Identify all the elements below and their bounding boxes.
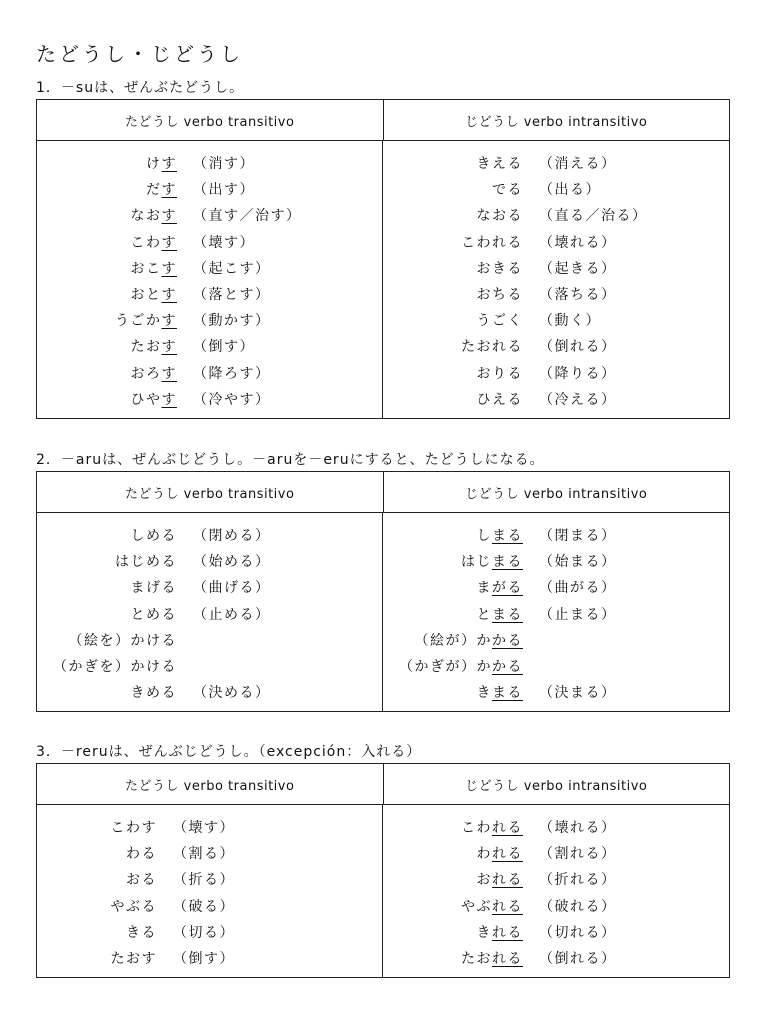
verb-row: [37, 814, 382, 840]
verb-row: [37, 945, 382, 971]
intransitive-column: [383, 513, 729, 711]
verb-ending-underlined: す: [161, 365, 177, 382]
intransitive-column: [383, 141, 729, 418]
verb-reading: [37, 389, 177, 409]
verb-stem: こわ: [130, 234, 162, 251]
verb-row: [37, 627, 382, 653]
verb-ending-underlined: す: [161, 234, 177, 251]
verb-kanji: （消える）: [539, 156, 617, 173]
verb-stem: こわ: [461, 820, 492, 837]
verb-ending-underlined: まる: [492, 554, 523, 571]
verb-kanji: （始まる）: [539, 554, 617, 571]
verb-stem: （かぎを）かける: [53, 659, 177, 676]
verb-reading: [383, 682, 523, 702]
verb-reading: [37, 948, 157, 968]
verb-row: [37, 150, 382, 176]
verb-row: [383, 945, 729, 971]
section-1-heading: 1．－suは、ぜんぶたどうし。: [36, 80, 245, 96]
verb-stem: お: [476, 872, 492, 889]
verb-kanji: （切る）: [173, 924, 235, 941]
verb-ending-underlined: す: [161, 391, 177, 408]
verb-row: [37, 866, 382, 892]
verb-stem: うごか: [115, 313, 162, 330]
verb-ending-underlined: かる: [492, 632, 523, 649]
verb-stem: わる: [126, 846, 157, 863]
verb-kanji: （起きる）: [539, 260, 617, 277]
verb-stem: うごく: [476, 313, 523, 330]
verb-ending-underlined: まる: [492, 606, 523, 623]
verb-reading: [383, 179, 523, 199]
verb-row: [37, 522, 382, 548]
table-header: [37, 472, 729, 513]
verb-stem: おこ: [130, 260, 162, 277]
header-intransitive: じどうし verbo intransitivo: [465, 486, 648, 502]
verb-row: [383, 176, 729, 202]
verb-stem: はじ: [461, 554, 492, 571]
verb-row: [37, 281, 382, 307]
verb-kanji: （消す）: [193, 156, 255, 173]
transitive-column: [37, 513, 383, 711]
verb-row: [37, 679, 382, 705]
verb-ending-underlined: す: [161, 313, 177, 330]
verb-stem: なおる: [476, 208, 523, 225]
intransitive-column: [383, 805, 729, 977]
verb-reading: [383, 817, 523, 837]
verb-reading: [383, 948, 523, 968]
verb-stem: （絵を）かける: [68, 632, 177, 649]
verb-row: [383, 522, 729, 548]
verb-reading: [37, 310, 177, 330]
verb-kanji: （出る）: [539, 182, 601, 199]
verb-reading: [37, 896, 157, 916]
verb-kanji: （出す）: [193, 182, 255, 199]
verb-stem: やぶる: [110, 898, 157, 915]
verb-row: [383, 386, 729, 412]
verb-kanji: （動かす）: [193, 313, 271, 330]
verb-reading: [383, 896, 523, 916]
verb-reading: [37, 869, 157, 889]
verb-kanji: （落ちる）: [539, 287, 617, 304]
header-transitive: たどうし verbo transitivo: [37, 100, 384, 140]
transitive-column: [37, 141, 383, 418]
verb-row: [37, 202, 382, 228]
verb-stem: ひや: [130, 391, 162, 408]
verb-ending-underlined: れる: [492, 951, 523, 968]
verb-row: [383, 919, 729, 945]
verb-kanji: （壊れる）: [539, 820, 617, 837]
verb-kanji: （決める）: [193, 685, 271, 702]
verb-reading: [37, 843, 157, 863]
verb-ending-underlined: れる: [492, 924, 523, 941]
verb-stem: おと: [130, 287, 162, 304]
verb-reading: [383, 258, 523, 278]
verb-row: [37, 840, 382, 866]
verb-stem: こわす: [110, 820, 157, 837]
verb-reading: [37, 205, 177, 225]
verb-row: [383, 281, 729, 307]
verb-kanji: （起こす）: [193, 260, 271, 277]
verb-ending-underlined: れる: [492, 898, 523, 915]
verb-reading: [383, 869, 523, 889]
verb-reading: [383, 922, 523, 942]
verb-kanji: （切れる）: [539, 924, 617, 941]
verb-row: [383, 307, 729, 333]
verb-kanji: （倒れる）: [539, 951, 617, 968]
header-transitive: たどうし verbo transitivo: [37, 472, 384, 512]
verb-ending-underlined: まる: [492, 528, 523, 545]
verb-kanji: （割る）: [173, 846, 235, 863]
verb-reading: [37, 682, 177, 702]
verb-reading: [37, 604, 177, 624]
verb-reading: [37, 817, 157, 837]
verb-row: [383, 627, 729, 653]
verb-reading: [383, 525, 523, 545]
verb-kanji: （降りる）: [539, 365, 617, 382]
verb-reading: [37, 179, 177, 199]
verb-ending-underlined: す: [161, 182, 177, 199]
verb-row: [37, 893, 382, 919]
verb-stem: おろ: [130, 365, 162, 382]
verb-reading: [383, 577, 523, 597]
verb-row: [383, 202, 729, 228]
verb-reading: [383, 205, 523, 225]
verb-stem: おる: [126, 872, 157, 889]
verb-row: [383, 840, 729, 866]
verb-row: [37, 255, 382, 281]
verb-kanji: （倒す）: [173, 951, 235, 968]
header-intransitive: じどうし verbo intransitivo: [465, 778, 648, 794]
verb-reading: [37, 656, 177, 676]
verb-table-3: [36, 763, 730, 978]
verb-kanji: （倒す）: [193, 339, 255, 356]
verb-kanji: （破る）: [173, 898, 235, 915]
verb-stem: わ: [476, 846, 492, 863]
verb-table-1: [36, 99, 730, 419]
verb-reading: [37, 232, 177, 252]
verb-stem: ま: [476, 580, 492, 597]
verb-kanji: （破れる）: [539, 898, 617, 915]
verb-reading: [383, 310, 523, 330]
verb-ending-underlined: れる: [492, 846, 523, 863]
verb-stem: きえる: [476, 156, 523, 173]
verb-stem: （絵が）か: [414, 632, 492, 649]
verb-stem: おきる: [476, 260, 523, 277]
verb-table-2: [36, 471, 730, 712]
header-transitive: たどうし verbo transitivo: [37, 764, 384, 804]
verb-reading: [37, 363, 177, 383]
verb-reading: [383, 389, 523, 409]
verb-ending-underlined: かる: [492, 659, 523, 676]
header-intransitive: じどうし verbo intransitivo: [465, 114, 648, 130]
verb-reading: [383, 843, 523, 863]
verb-kanji: （閉まる）: [539, 528, 617, 545]
verb-reading: [37, 630, 177, 650]
verb-kanji: （始める）: [193, 554, 271, 571]
verb-row: [37, 653, 382, 679]
verb-kanji: （曲げる）: [193, 580, 271, 597]
verb-reading: [383, 656, 523, 676]
verb-kanji: （動く）: [539, 313, 601, 330]
verb-row: [37, 333, 382, 359]
verb-row: [37, 229, 382, 255]
verb-reading: [37, 525, 177, 545]
verb-ending-underlined: まる: [492, 685, 523, 702]
verb-reading: [37, 284, 177, 304]
verb-stem: はじめる: [115, 554, 177, 571]
verb-stem: なお: [130, 208, 162, 225]
verb-stem: たおす: [110, 951, 157, 968]
verb-kanji: （止まる）: [539, 606, 617, 623]
verb-stem: きめる: [130, 685, 177, 702]
verb-kanji: （折れる）: [539, 872, 617, 889]
verb-stem: し: [476, 528, 492, 545]
verb-kanji: （冷える）: [539, 391, 617, 408]
verb-row: [37, 307, 382, 333]
verb-row: [383, 679, 729, 705]
section-2-heading: 2．－aruは、ぜんぶじどうし。－aruを－eruにすると、たどうしになる。: [36, 452, 545, 468]
verb-row: [383, 360, 729, 386]
verb-kanji: （倒れる）: [539, 339, 617, 356]
verb-row: [37, 548, 382, 574]
verb-kanji: （決まる）: [539, 685, 617, 702]
verb-row: [383, 814, 729, 840]
verb-stem: やぶ: [461, 898, 492, 915]
verb-stem: たおれる: [461, 339, 523, 356]
table-header: [37, 100, 729, 141]
verb-stem: だ: [146, 182, 162, 199]
transitive-column: [37, 805, 383, 977]
verb-row: [383, 333, 729, 359]
verb-kanji: （壊す）: [193, 234, 255, 251]
verb-stem: とめる: [130, 606, 177, 623]
verb-reading: [37, 922, 157, 942]
verb-ending-underlined: す: [161, 156, 177, 173]
verb-reading: [383, 153, 523, 173]
verb-ending-underlined: す: [161, 287, 177, 304]
verb-stem: け: [146, 156, 162, 173]
verb-ending-underlined: す: [161, 260, 177, 277]
verb-kanji: （壊す）: [173, 820, 235, 837]
verb-row: [37, 601, 382, 627]
verb-row: [383, 866, 729, 892]
verb-stem: たお: [130, 339, 162, 356]
verb-stem: （かぎが）か: [399, 659, 492, 676]
verb-reading: [383, 284, 523, 304]
verb-row: [37, 919, 382, 945]
verb-kanji: （直る／治る）: [539, 208, 648, 225]
verb-kanji: （壊れる）: [539, 234, 617, 251]
verb-row: [383, 601, 729, 627]
verb-reading: [383, 630, 523, 650]
verb-kanji: （閉める）: [193, 528, 271, 545]
verb-kanji: （折る）: [173, 872, 235, 889]
verb-ending-underlined: す: [161, 208, 177, 225]
verb-stem: き: [476, 685, 492, 702]
verb-row: [383, 229, 729, 255]
verb-row: [383, 893, 729, 919]
verb-ending-underlined: れる: [492, 872, 523, 889]
verb-reading: [383, 604, 523, 624]
verb-stem: でる: [492, 182, 523, 199]
verb-stem: き: [476, 924, 492, 941]
verb-ending-underlined: がる: [492, 580, 523, 597]
verb-reading: [383, 232, 523, 252]
verb-reading: [37, 577, 177, 597]
verb-reading: [383, 551, 523, 571]
verb-kanji: （割れる）: [539, 846, 617, 863]
verb-stem: おちる: [476, 287, 523, 304]
verb-stem: まげる: [130, 580, 177, 597]
verb-ending-underlined: す: [161, 339, 177, 356]
verb-reading: [37, 336, 177, 356]
verb-reading: [383, 363, 523, 383]
verb-row: [37, 360, 382, 386]
verb-kanji: （直す／治す）: [193, 208, 302, 225]
verb-row: [383, 574, 729, 600]
verb-stem: たお: [461, 951, 492, 968]
verb-stem: ひえる: [476, 391, 523, 408]
verb-row: [37, 574, 382, 600]
verb-row: [383, 548, 729, 574]
verb-stem: しめる: [130, 528, 177, 545]
verb-row: [37, 176, 382, 202]
verb-stem: きる: [126, 924, 157, 941]
verb-kanji: （落とす）: [193, 287, 271, 304]
page-title: たどうし・じどうし: [36, 42, 243, 66]
section-3-heading: 3．－reruは、ぜんぶじどうし。（excepción：入れる）: [36, 744, 422, 760]
verb-stem: おりる: [476, 365, 523, 382]
verb-kanji: （冷やす）: [193, 391, 271, 408]
verb-reading: [383, 336, 523, 356]
verb-row: [383, 255, 729, 281]
verb-kanji: （降ろす）: [193, 365, 271, 382]
verb-reading: [37, 551, 177, 571]
verb-kanji: （止める）: [193, 606, 271, 623]
verb-stem: こわれる: [461, 234, 523, 251]
verb-kanji: （曲がる）: [539, 580, 617, 597]
verb-reading: [37, 153, 177, 173]
verb-row: [37, 386, 382, 412]
verb-stem: と: [476, 606, 492, 623]
table-header: [37, 764, 729, 805]
verb-ending-underlined: れる: [492, 820, 523, 837]
verb-reading: [37, 258, 177, 278]
verb-row: [383, 653, 729, 679]
verb-row: [383, 150, 729, 176]
